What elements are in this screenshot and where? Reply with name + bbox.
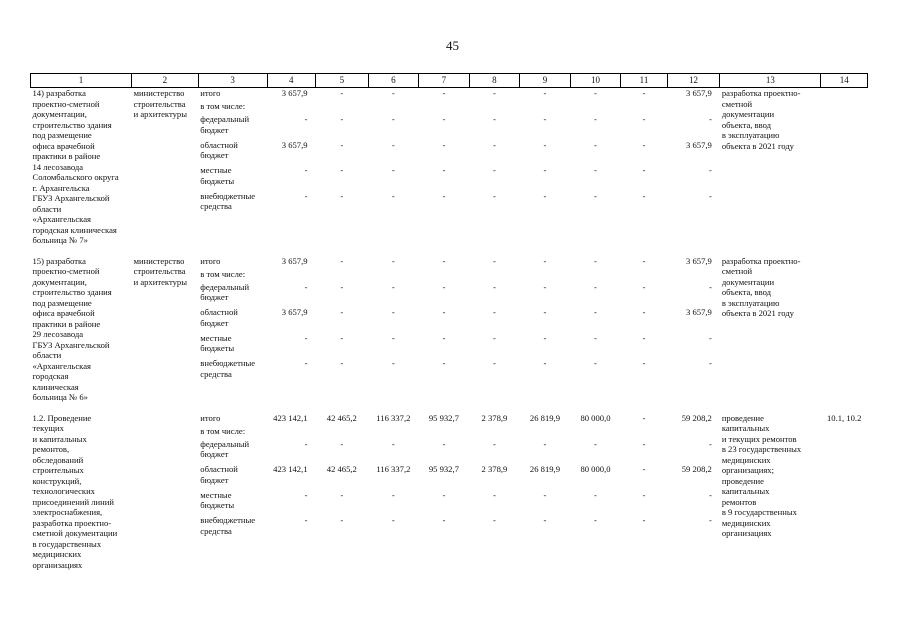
amount-value bbox=[318, 101, 367, 114]
amount-value: - bbox=[340, 307, 344, 317]
amount-value: - bbox=[543, 255, 547, 266]
funding-source-label: итого bbox=[200, 412, 221, 423]
amount-value bbox=[572, 426, 619, 439]
amount-value: 80 000,0 bbox=[580, 464, 611, 474]
amount-value: 26 819,9 bbox=[529, 464, 560, 474]
amount-value: - bbox=[543, 281, 547, 292]
amount-value: 3 657,9 bbox=[281, 255, 308, 266]
spacer-row bbox=[31, 403, 868, 413]
amount-value: 423 142,1 bbox=[273, 412, 308, 423]
amount-value bbox=[572, 101, 619, 114]
column-number: 3 bbox=[198, 74, 267, 88]
measure-name: 14) разработка проектно-сметной документации, строительство здания под размещение офиса врачебной практики в районе 14 лесозавода Соломбальского округа г. Архангельска ГБУЗ Архангельской области «Архангельская городская клиническая больница № 7» bbox=[32, 88, 119, 245]
amount-value: - bbox=[340, 332, 344, 343]
amount-value: - bbox=[594, 190, 597, 201]
amount-value bbox=[623, 269, 666, 282]
amount-value: - bbox=[391, 114, 395, 124]
amount-value: 2 378,9 bbox=[481, 412, 508, 423]
amount-value: - bbox=[642, 515, 646, 525]
executor bbox=[132, 413, 199, 571]
amount-value bbox=[318, 426, 367, 439]
amount-value: - bbox=[543, 114, 547, 124]
amount-cell bbox=[621, 413, 668, 571]
amount-value: - bbox=[304, 438, 308, 449]
amount-value: - bbox=[594, 139, 597, 150]
amount-value bbox=[471, 426, 518, 439]
funding-source-label: итого bbox=[200, 255, 221, 266]
amount-value: - bbox=[442, 358, 446, 368]
amount-cell bbox=[570, 413, 621, 571]
amount-value: - bbox=[340, 515, 344, 525]
amount-value: - bbox=[543, 165, 547, 175]
funding-source-label: итого bbox=[200, 88, 221, 98]
measure-name: 1.2. Проведение текущих и капитальных ремонтов, обследований строительных конструкций, технологических присоединений линий электроснабжения, разработка проектно- сметной документации в государственных медицинских организациях bbox=[32, 412, 118, 570]
amount-value: - bbox=[304, 358, 308, 368]
amount-value: - bbox=[642, 438, 646, 449]
funding-source-label: в том числе: bbox=[200, 101, 246, 111]
amount-value: - bbox=[391, 281, 395, 292]
amount-value: - bbox=[492, 88, 496, 98]
amount-value bbox=[471, 269, 518, 282]
amount-value: - bbox=[642, 307, 646, 317]
amount-value bbox=[669, 269, 718, 282]
amount-value: - bbox=[642, 114, 646, 124]
amount-cell bbox=[267, 88, 316, 246]
funding-source-label: в том числе: bbox=[200, 425, 246, 436]
amount-value: - bbox=[708, 515, 712, 525]
amount-cell bbox=[520, 413, 571, 571]
amount-value: - bbox=[442, 438, 446, 449]
amount-value bbox=[522, 269, 569, 282]
amount-value bbox=[572, 269, 619, 282]
amount-value: - bbox=[304, 332, 308, 343]
amount-value: - bbox=[708, 190, 712, 201]
amount-value: - bbox=[594, 114, 597, 124]
amount-value: - bbox=[492, 190, 496, 201]
funding-sources bbox=[198, 256, 267, 403]
column-number: 8 bbox=[469, 74, 520, 88]
amount-value: - bbox=[708, 332, 712, 343]
funding-source-label: федеральный бюджет bbox=[200, 114, 250, 135]
amount-cell bbox=[316, 413, 369, 571]
amount-value: 95 932,7 bbox=[428, 412, 459, 423]
amount-value: - bbox=[492, 114, 496, 124]
amount-value: - bbox=[442, 165, 446, 175]
amount-value: - bbox=[594, 515, 597, 525]
funding-source-label: областной бюджет bbox=[200, 139, 238, 160]
amount-cell bbox=[520, 88, 571, 246]
amount-cell bbox=[570, 88, 621, 246]
amount-value: 3 657,9 bbox=[281, 307, 308, 317]
amount-value: 3 657,9 bbox=[686, 139, 712, 150]
amount-value: - bbox=[594, 358, 597, 368]
amount-value: - bbox=[543, 332, 547, 343]
amount-value: - bbox=[492, 332, 496, 343]
column-number: 2 bbox=[132, 74, 199, 88]
funding-source-label: местные бюджеты bbox=[200, 332, 235, 353]
amount-value: 2 378,9 bbox=[481, 464, 508, 474]
amount-value: - bbox=[340, 438, 344, 449]
measure-row bbox=[31, 88, 868, 246]
amount-cell bbox=[667, 88, 720, 246]
indicator-ref: 10.1, 10.2 bbox=[827, 412, 862, 423]
amount-value: - bbox=[594, 255, 597, 266]
amount-cell bbox=[267, 256, 316, 403]
amount-value: - bbox=[642, 190, 646, 201]
amount-value: 116 337,2 bbox=[376, 464, 411, 474]
column-number: 4 bbox=[267, 74, 316, 88]
funding-sources bbox=[198, 413, 267, 571]
funding-source-label: местные бюджеты bbox=[200, 165, 235, 186]
amount-value: - bbox=[642, 255, 646, 266]
amount-cell bbox=[368, 256, 419, 403]
funding-source-label: областной бюджет bbox=[200, 307, 238, 328]
amount-value: 42 465,2 bbox=[326, 412, 357, 423]
amount-value: - bbox=[642, 464, 646, 474]
amount-value: - bbox=[304, 165, 308, 175]
amount-value: - bbox=[340, 190, 344, 201]
amount-value bbox=[269, 269, 314, 282]
amount-value: - bbox=[492, 139, 496, 150]
amount-value: 116 337,2 bbox=[376, 412, 411, 423]
amount-value: - bbox=[340, 88, 344, 98]
amount-value: - bbox=[340, 358, 344, 368]
funding-source-label: внебюджетные средства bbox=[200, 515, 256, 536]
amount-value: - bbox=[340, 255, 344, 266]
amount-value: - bbox=[391, 190, 395, 201]
amount-value: - bbox=[543, 190, 547, 201]
amount-value: - bbox=[594, 281, 597, 292]
page-number: 45 bbox=[446, 38, 459, 53]
column-number: 6 bbox=[368, 74, 419, 88]
amount-value bbox=[318, 269, 367, 282]
amount-cell bbox=[419, 413, 470, 571]
amount-value: - bbox=[543, 515, 547, 525]
amount-value: - bbox=[391, 307, 395, 317]
amount-value: - bbox=[304, 281, 308, 292]
amount-value bbox=[370, 101, 417, 114]
amount-value: - bbox=[642, 358, 646, 368]
amount-value: - bbox=[391, 489, 395, 500]
funding-source-label: местные бюджеты bbox=[200, 489, 235, 510]
amount-value: - bbox=[304, 114, 308, 124]
amount-value: - bbox=[340, 114, 344, 124]
amount-value: - bbox=[442, 515, 446, 525]
amount-value bbox=[421, 269, 468, 282]
amount-value: - bbox=[492, 438, 496, 449]
amount-value: - bbox=[340, 281, 344, 292]
amount-value: - bbox=[442, 88, 446, 98]
amount-value: - bbox=[543, 88, 547, 98]
column-number: 9 bbox=[520, 74, 571, 88]
amount-value bbox=[623, 101, 666, 114]
amount-value: - bbox=[391, 358, 395, 368]
amount-value bbox=[471, 101, 518, 114]
indicator-ref bbox=[821, 88, 868, 246]
amount-value: 3 657,9 bbox=[686, 88, 712, 98]
amount-value: - bbox=[708, 358, 712, 368]
amount-value: - bbox=[391, 88, 395, 98]
amount-cell bbox=[419, 256, 470, 403]
spacer-cell bbox=[31, 246, 868, 256]
amount-value: - bbox=[492, 307, 496, 317]
amount-cell bbox=[667, 413, 720, 571]
column-number: 11 bbox=[621, 74, 668, 88]
executor: министерство строительства и архитектуры bbox=[133, 255, 187, 287]
amount-value bbox=[421, 101, 468, 114]
spacer-row bbox=[31, 246, 868, 256]
amount-value: - bbox=[594, 332, 597, 343]
amount-value bbox=[522, 426, 569, 439]
amount-value: - bbox=[492, 515, 496, 525]
column-number: 13 bbox=[720, 74, 821, 88]
funding-sources bbox=[198, 88, 267, 246]
amount-value: - bbox=[442, 307, 446, 317]
amount-value: - bbox=[304, 190, 308, 201]
amount-value bbox=[669, 101, 718, 114]
amount-value: - bbox=[642, 139, 646, 150]
amount-value: - bbox=[594, 489, 597, 500]
amount-value: 423 142,1 bbox=[273, 464, 308, 474]
amount-value: 3 657,9 bbox=[686, 255, 712, 266]
amount-value: - bbox=[492, 281, 496, 292]
amount-cell bbox=[621, 88, 668, 246]
amount-value: - bbox=[708, 165, 712, 175]
amount-value: - bbox=[492, 358, 496, 368]
amount-value bbox=[269, 101, 314, 114]
amount-value bbox=[522, 101, 569, 114]
amount-value: - bbox=[304, 515, 308, 525]
amount-value: - bbox=[594, 88, 597, 98]
measure-row bbox=[31, 256, 868, 403]
amount-value: 95 932,7 bbox=[428, 464, 459, 474]
amount-value: 42 465,2 bbox=[326, 464, 357, 474]
amount-value: - bbox=[708, 438, 712, 449]
amount-value: - bbox=[642, 489, 646, 500]
amount-cell bbox=[469, 413, 520, 571]
amount-value: - bbox=[543, 358, 547, 368]
amount-cell bbox=[419, 88, 470, 246]
amount-cell bbox=[621, 256, 668, 403]
amount-cell bbox=[667, 256, 720, 403]
amount-value: - bbox=[642, 281, 646, 292]
indicator-ref bbox=[821, 256, 868, 403]
measure-row bbox=[31, 413, 868, 571]
amount-value: - bbox=[442, 114, 446, 124]
amount-value: - bbox=[708, 114, 712, 124]
amount-value bbox=[421, 426, 468, 439]
amount-value: - bbox=[642, 88, 646, 98]
amount-cell bbox=[316, 256, 369, 403]
amount-value: - bbox=[642, 165, 646, 175]
amount-value: - bbox=[543, 307, 547, 317]
amount-value: - bbox=[304, 489, 308, 500]
column-number: 14 bbox=[821, 74, 868, 88]
amount-value: - bbox=[391, 515, 395, 525]
amount-value: - bbox=[442, 255, 446, 266]
amount-value: - bbox=[391, 332, 395, 343]
amount-value: - bbox=[442, 489, 446, 500]
amount-value: - bbox=[340, 139, 344, 150]
amount-value bbox=[370, 426, 417, 439]
amount-value: - bbox=[594, 307, 597, 317]
amount-value: - bbox=[340, 165, 344, 175]
funding-source-label: федеральный бюджет bbox=[200, 281, 250, 302]
column-number: 5 bbox=[316, 74, 369, 88]
amount-value: 3 657,9 bbox=[281, 88, 308, 98]
amount-value: - bbox=[543, 139, 547, 150]
amount-value: - bbox=[391, 438, 395, 449]
amount-value: 80 000,0 bbox=[580, 412, 611, 423]
amount-value: - bbox=[442, 281, 446, 292]
amount-value: - bbox=[391, 255, 395, 266]
amount-cell bbox=[368, 88, 419, 246]
funding-source-label: внебюджетные средства bbox=[200, 358, 256, 379]
expected-result: проведение капитальных и текущих ремонтов в 23 государственных медицинских организациях; проведение капитальных ремонтов в 9 государственных медицинских организациях bbox=[721, 412, 802, 538]
amount-value: - bbox=[708, 281, 712, 292]
spacer-cell bbox=[31, 403, 868, 413]
amount-value: - bbox=[642, 412, 646, 423]
amount-value bbox=[370, 269, 417, 282]
amount-cell bbox=[570, 256, 621, 403]
amount-value: 59 208,2 bbox=[681, 464, 712, 474]
program-table bbox=[30, 73, 868, 570]
amount-value: - bbox=[594, 438, 597, 449]
expected-result: разработка проектно- сметной документации объекта, ввод в эксплуатацию объекта в 2021 году bbox=[721, 88, 801, 151]
amount-value: - bbox=[442, 332, 446, 343]
amount-value: - bbox=[391, 139, 395, 150]
funding-source-label: в том числе: bbox=[200, 268, 246, 279]
amount-value bbox=[269, 426, 314, 439]
amount-cell bbox=[368, 413, 419, 571]
amount-value: - bbox=[442, 190, 446, 201]
column-number: 12 bbox=[667, 74, 720, 88]
amount-value: - bbox=[492, 165, 496, 175]
amount-value: - bbox=[642, 332, 646, 343]
amount-value bbox=[623, 426, 666, 439]
amount-value: 3 657,9 bbox=[281, 139, 308, 150]
amount-value: - bbox=[708, 489, 712, 500]
amount-value: - bbox=[543, 438, 547, 449]
measure-name: 15) разработка проектно-сметной документации, строительство здания под размещение офиса врачебной практики в районе 29 лесозавода ГБУЗ Архангельской области «Архангельская городская клиническая больница № 6» bbox=[32, 255, 112, 402]
amount-value: 59 208,2 bbox=[681, 412, 712, 423]
funding-source-label: федеральный бюджет bbox=[200, 438, 250, 459]
funding-source-label: областной бюджет bbox=[200, 464, 238, 485]
amount-cell bbox=[469, 88, 520, 246]
amount-cell bbox=[520, 256, 571, 403]
amount-value bbox=[669, 426, 718, 439]
expected-result: разработка проектно- сметной документации объекта, ввод в эксплуатацию объекта в 2021 году bbox=[721, 255, 801, 318]
amount-value: - bbox=[492, 489, 496, 500]
amount-value: - bbox=[594, 165, 597, 175]
amount-value: 26 819,9 bbox=[529, 412, 560, 423]
amount-cell bbox=[316, 88, 369, 246]
amount-value: 3 657,9 bbox=[686, 307, 712, 317]
amount-cell bbox=[469, 256, 520, 403]
amount-value: - bbox=[391, 165, 395, 175]
column-number: 10 bbox=[570, 74, 621, 88]
executor: министерство строительства и архитектуры bbox=[133, 88, 187, 119]
amount-cell bbox=[267, 413, 316, 571]
amount-value: - bbox=[543, 489, 547, 500]
amount-value: - bbox=[340, 489, 344, 500]
amount-value: - bbox=[442, 139, 446, 150]
funding-source-label: внебюджетные средства bbox=[200, 190, 256, 211]
column-number-row bbox=[31, 74, 868, 88]
column-number: 1 bbox=[31, 74, 132, 88]
amount-value: - bbox=[492, 255, 496, 266]
column-number: 7 bbox=[419, 74, 470, 88]
